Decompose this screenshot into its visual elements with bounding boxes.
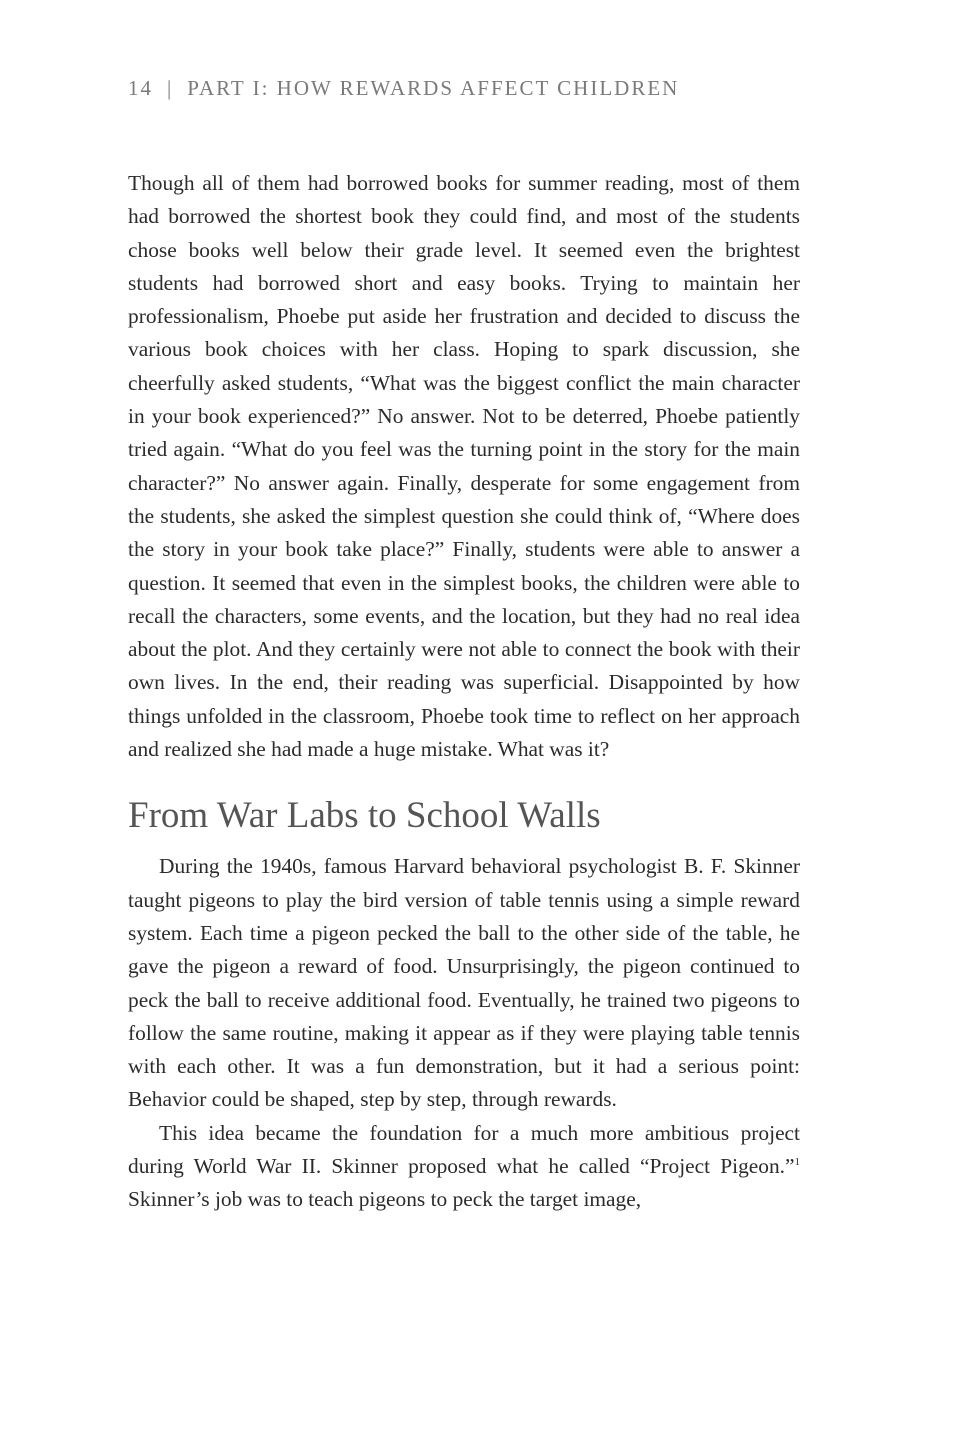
body-text — [128, 167, 800, 1217]
section-paragraph-2 — [128, 1117, 800, 1217]
paragraph-2-text-end: Skinner’s job was to teach pigeons to peck the target image, — [128, 1187, 642, 1212]
running-head-section: PART I: HOW REWARDS AFFECT CHILDREN — [187, 76, 680, 100]
running-head — [128, 76, 679, 101]
section-paragraph-1: During the 1940s, famous Harvard behavioral psychologist B. F. Skinner taught pigeons to play the bird version of table tennis using a simple reward system. Each time a pigeon pecked the ball to the other side of the table, he gave the pigeon a reward of food. Unsurprisingly, the pigeon continued to peck the ball to receive additional food. Eventually, he trained two pigeons to follow the same routine, making it appear as if they were playing table tennis with each other. It was a fun demonstration, but it had a serious point: Behavior could be shaped, step by step, through rewards. — [128, 854, 800, 1112]
paragraph-2-text-start: This idea became the foundation for a much more ambitious project during World War II. Skinner proposed what he called “Project Pigeon.” — [128, 1120, 800, 1179]
footnote-reference[interactable]: 1 — [794, 1155, 800, 1168]
opening-paragraph: Though all of them had borrowed books for summer reading, most of them had borrowed the shortest book they could find, and most of the students chose books well below their grade level. It seemed even the brightest students had borrowed short and easy books. Trying to maintain her professionalism, Phoebe put aside her frustration and decided to discuss the various book choices with her class. Hoping to spark discussion, she cheerfully asked students, “What was the biggest conflict the main character in your book experienced?” No answer. Not to be deterred, Phoebe patiently tried again. “What do you feel was the turning point in the story for the main character?” No answer again. Finally, desperate for some engagement from the students, she asked the simplest question she could think of, “Where does the story in your book take place?” Finally, students were able to answer a question. It seemed that even in the simplest books, the children were able to recall the characters, some events, and the location, but they had no real idea about the plot. And they certainly were not able to connect the book with their own lives. In the end, their reading was superficial. Disappointed by how things unfolded in the classroom, Phoebe took time to reflect on her approach and realized she had made a huge mistake. What was it? — [128, 171, 800, 762]
running-head-separator: | — [167, 76, 174, 100]
section-heading: From War Labs to School Walls — [128, 795, 601, 837]
page-number: 14 — [128, 76, 153, 100]
